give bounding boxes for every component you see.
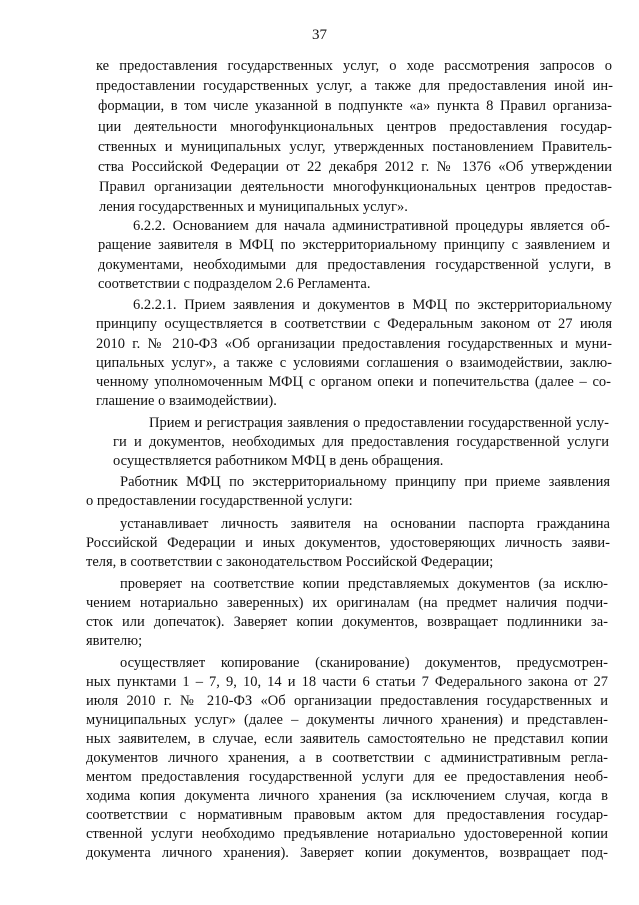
text-line: документа личного хранения). Заверяет копии документов, возвращает под- [86, 845, 608, 861]
text-line: ственной услуги необходимо предъявление нотариально удостоверенной копии [86, 826, 608, 842]
text-line: соответствии с подразделом 2.6 Регламента. [98, 276, 371, 292]
text-line: осуществляется работником МФЦ в день обращения. [113, 453, 444, 469]
text-line: осуществляет копирование (сканирование) документов, предусмотрен- [120, 655, 608, 671]
page-number: 37 [312, 27, 327, 43]
text-line: принципу осуществляется в соответствии с Федеральным законом от 27 июля [96, 316, 612, 332]
text-line: документов личного хранения, а в соответствии с административным регла- [86, 750, 608, 766]
text-line: 2010 г. № 210-ФЗ «Об организации предоставления государственных и муни- [96, 336, 612, 352]
text-line: о предоставлении государственной услуги: [86, 493, 353, 509]
text-line: устанавливает личность заявителя на основании паспорта гражданина [120, 516, 610, 532]
text-line: июля 2010 г. № 210-ФЗ «Об организации предоставления государственных и [86, 693, 608, 709]
text-line: ных заявителем, в случае, если заявитель самостоятельно не представил копии [86, 731, 608, 747]
text-line: ственных и муниципальных услуг, утвержденных постановлением Правитель- [98, 139, 612, 155]
text-line: Правил организации деятельности многофункциональных центров предостав- [99, 179, 612, 195]
text-line: ке предоставления государственных услуг, о ходе рассмотрения запросов о [96, 58, 612, 74]
text-line: ства Российской Федерации от 22 декабря 2012 г. № 1376 «Об утверждении [98, 159, 612, 175]
text-line: явителю; [86, 633, 143, 649]
text-line: глашение о взаимодействии). [96, 393, 277, 409]
text-line: чением нотариально заверенных) их оригиналам (на предмет наличия подчи- [86, 595, 608, 611]
text-line: ментом предоставления государственной услуги для ее предоставления необ- [86, 769, 608, 785]
text-line: ции деятельности многофункциональных центров предоставления государ- [98, 119, 612, 135]
text-line: Российской Федерации и иных документов, удостоверяющих личность заяви- [86, 535, 610, 551]
text-line: ченному уполномоченным МФЦ с органом опеки и попечительства (далее – со- [96, 374, 611, 390]
text-line: Работник МФЦ по экстерриториальному принципу при приеме заявления [120, 474, 610, 490]
text-line: формации, в том числе указанной в подпункте «а» пункта 8 Правил организа- [98, 98, 612, 114]
text-line: ципальных услуг», а также с условиями соглашения о взаимодействии, заклю- [96, 355, 612, 371]
text-line: сток или допечаток). Заверяет копии документов, возвращает подлинники за- [86, 614, 608, 630]
text-line: документами, необходимыми для предоставления государственной услуги, в [98, 257, 611, 273]
text-line: ных пунктами 1 – 7, 9, 10, 14 и 18 части 6 статьи 7 Федерального закона от 27 [86, 674, 608, 690]
text-line: теля, в соответствии с законодательством Российской Федерации; [86, 554, 494, 570]
text-line: муниципальных услуг» (далее – документы личного хранения) и представлен- [86, 712, 608, 728]
text-line: проверяет на соответствие копии представляемых документов (за исклю- [120, 576, 608, 592]
text-line: Прием и регистрация заявления о предоставлении государственной услу- [149, 415, 609, 431]
text-line: ращение заявителя в МФЦ по экстерриториальному принципу с заявлением и [98, 237, 610, 253]
text-line: ходима копия документа личного хранения (за исключением случая, когда в [86, 788, 608, 804]
text-line: 6.2.2. Основанием для начала административной процедуры является об- [133, 218, 610, 234]
text-line: предоставлении государственных услуг, а также для предоставления иной ин- [96, 78, 613, 94]
text-line: ги и документов, необходимых для предоставления государственной услуги [113, 434, 609, 450]
text-line: ления государственных и муниципальных услуг». [99, 199, 408, 215]
text-line: соответствии с нормативным правовым актом для предоставления государ- [86, 807, 608, 823]
text-line: 6.2.2.1. Прием заявления и документов в МФЦ по экстерриториальному [133, 297, 612, 313]
